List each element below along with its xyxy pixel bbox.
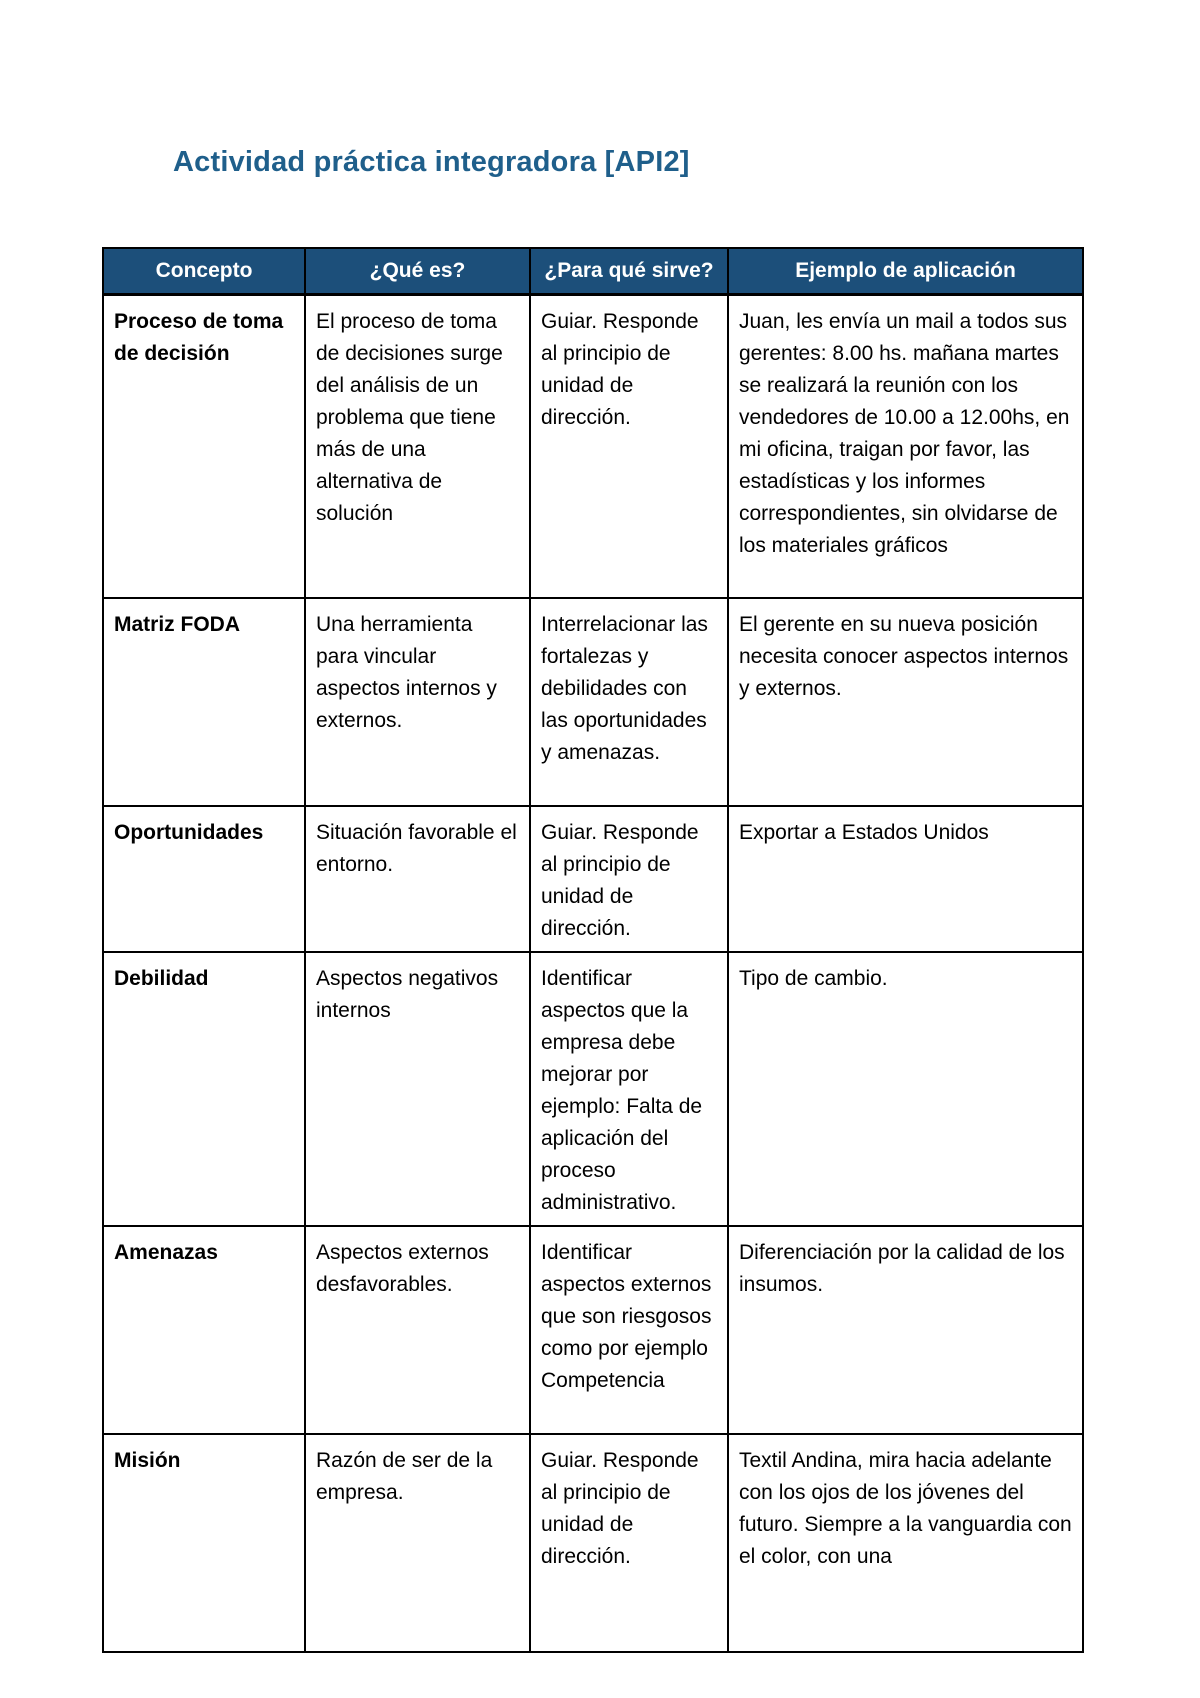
table-row: [103, 1434, 1083, 1652]
cell-concepto: Amenazas: [103, 1226, 305, 1434]
table-row: [103, 295, 1083, 599]
cell-ejemplo: Tipo de cambio.: [728, 952, 1083, 1226]
table-row: [103, 952, 1083, 1226]
cell-ejemplo: El gerente en su nueva posición necesita conocer aspectos internos y externos.: [728, 598, 1083, 806]
cell-ejemplo: Juan, les envía un mail a todos sus gerentes: 8.00 hs. mañana martes se realizará la reunión con los vendedores de 10.00 a 12.00hs, en mi oficina, traigan por favor, las estadísticas y los informes correspondientes, sin olvidarse de los materiales gráficos: [728, 295, 1083, 599]
cell-para-que: Interrelacionar las fortalezas y debilidades con las oportunidades y amenazas.: [530, 598, 728, 806]
cell-para-que: Identificar aspectos externos que son riesgosos como por ejemplo Competencia: [530, 1226, 728, 1434]
cell-concepto: Proceso de toma de decisión: [103, 295, 305, 599]
cell-para-que: Guiar. Responde al principio de unidad de dirección.: [530, 806, 728, 952]
table-container: [102, 247, 1082, 1568]
table-header-row: [103, 248, 1083, 295]
cell-ejemplo: Exportar a Estados Unidos: [728, 806, 1083, 952]
cell-concepto: Matriz FODA: [103, 598, 305, 806]
header-ejemplo: Ejemplo de aplicación: [728, 248, 1083, 295]
cell-ejemplo: Textil Andina, mira hacia adelante con los ojos de los jóvenes del futuro. Siempre a la vanguardia con el color, con una: [728, 1434, 1083, 1652]
cell-que-es: Aspectos externos desfavorables.: [305, 1226, 530, 1434]
cell-que-es: Una herramienta para vincular aspectos internos y externos.: [305, 598, 530, 806]
cell-que-es: Razón de ser de la empresa.: [305, 1434, 530, 1652]
cell-para-que: Guiar. Responde al principio de unidad de dirección.: [530, 295, 728, 599]
cell-para-que: Guiar. Responde al principio de unidad de dirección.: [530, 1434, 728, 1652]
header-que-es: ¿Qué es?: [305, 248, 530, 295]
cell-concepto: Debilidad: [103, 952, 305, 1226]
header-para-que-sirve: ¿Para qué sirve?: [530, 248, 728, 295]
table-row: [103, 1226, 1083, 1434]
cell-concepto: Oportunidades: [103, 806, 305, 952]
cell-para-que: Identificar aspectos que la empresa debe mejorar por ejemplo: Falta de aplicación del proceso administrativo.: [530, 952, 728, 1226]
header-concepto: Concepto: [103, 248, 305, 295]
document-title: Actividad práctica integradora [API2]: [173, 146, 690, 178]
cell-concepto: Misión: [103, 1434, 305, 1652]
cell-ejemplo: Diferenciación por la calidad de los insumos.: [728, 1226, 1083, 1434]
cell-que-es: El proceso de toma de decisiones surge del análisis de un problema que tiene más de una alternativa de solución: [305, 295, 530, 599]
table-row: [103, 806, 1083, 952]
table-row: [103, 598, 1083, 806]
cell-que-es: Aspectos negativos internos: [305, 952, 530, 1226]
cell-que-es: Situación favorable el entorno.: [305, 806, 530, 952]
concept-table: [102, 247, 1084, 1653]
